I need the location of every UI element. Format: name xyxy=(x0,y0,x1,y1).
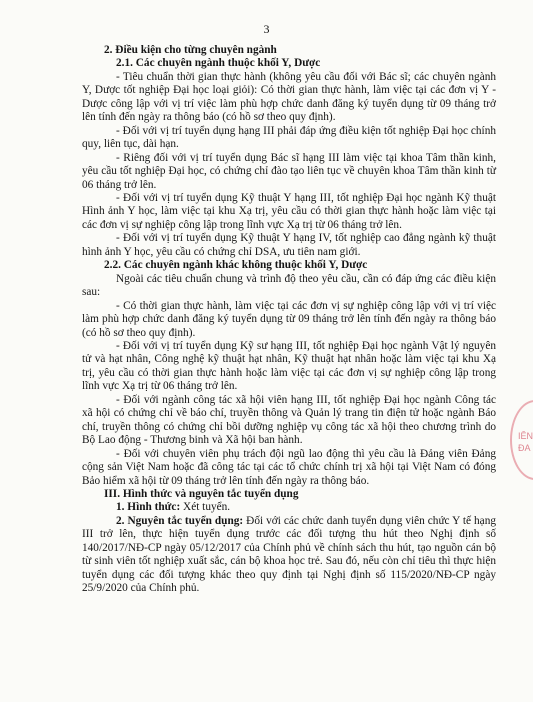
bold-label: 2. Nguyên tắc tuyển dụng: xyxy=(116,514,244,527)
paragraph: - Đối với vị trí tuyển dụng Kỹ thuật Y hạng III, tốt nghiệp Đại học ngành Kỹ thuật Hình ảnh Y học, làm việc tại khu Xạ trị, yêu cầu có thời gian thực hành hoặc làm việc tại các đơn vị sự nghiệp công lập trong lĩnh vực Xạ trị từ 06 tháng trở lên. xyxy=(82,191,496,231)
red-stamp xyxy=(510,400,533,480)
document-body xyxy=(82,44,496,596)
stamp-text: IÊN xyxy=(518,431,533,441)
bold-label: 1. Hình thức: xyxy=(116,501,181,514)
paragraph: - Đối với vị trí tuyển dụng Kỹ sư hạng III, tốt nghiệp Đại học ngành Vật lý nguyên tử và hạt nhân, Công nghệ kỹ thuật hạt nhân, Kỹ thuật hạt nhân hoặc làm việc tại khu Xạ trị, yêu cầu có thời gian thực hành hoặc làm việc tại các đơn vị sự nghiệp công lập trong lĩnh vực Xạ trị từ 06 tháng trở lên. xyxy=(82,339,496,393)
paragraph: Ngoài các tiêu chuẩn chung và trình độ theo yêu cầu, cần có đáp ứng các điều kiện sau: xyxy=(82,272,496,299)
paragraph: - Có thời gian thực hành, làm việc tại các đơn vị sự nghiệp công lập với vị trí việc làm phù hợp chức danh đăng ký tuyển dụng từ 09 tháng trở lên tính đến ngày ra thông báo (có hồ sơ theo quy định). xyxy=(82,299,496,339)
page-number: 3 xyxy=(263,22,270,36)
stamp-text: ĐA xyxy=(518,443,531,453)
paragraph: - Đối với vị trí tuyển dụng hạng III phải đáp ứng điều kiện tốt nghiệp Đại học chính quy, liên tục, dài hạn. xyxy=(82,124,496,151)
paragraph-principle xyxy=(82,515,496,596)
paragraph: - Đối với vị trí tuyển dụng Kỹ thuật Y hạng IV, tốt nghiệp cao đẳng ngành kỹ thuật hình ảnh Y học, yêu cầu có chứng chỉ DSA, ưu tiên nam giới. xyxy=(82,232,496,258)
paragraph-text: Đối với các chức danh tuyển dụng viên chức Y tế hạng III trở lên, thực hiện tuyển dụng trước các đối tượng thu hút theo Nghị định số 140/2017/NĐ-CP ngày 05/12/2017 của Chính phủ về chính sách thu hút, tạo nguồn cán bộ từ sinh viên tốt nghiệp xuất sắc, cán bộ khoa học trẻ. Sau đó, nếu còn chỉ tiêu thì thực hiện tuyển dụng các đối tượng khác theo quy định tại Nghị định số 115/2020/NĐ-CP ngày 25/9/2020 của Chính phủ. xyxy=(82,514,496,595)
subsection-heading-non-medical: 2.2. Các chuyên ngành khác không thuộc khối Y, Dược xyxy=(104,259,368,272)
section-heading-recruitment: III. Hình thức và nguyên tắc tuyển dụng xyxy=(104,487,299,500)
paragraph: - Đối với chuyên viên phụ trách đội ngũ lao động thì yêu cầu là Đảng viên Đảng cộng sản Việt Nam hoặc đã công tác tại các tổ chức chính trị xã hội tại Việt Nam có đóng Bảo hiểm xã hội từ 09 tháng trở lên tính đến ngày ra thông báo. xyxy=(82,447,496,487)
paragraph-form xyxy=(82,501,496,514)
subsection-heading-medical: 2.1. Các chuyên ngành thuộc khối Y, Dược xyxy=(116,57,321,70)
paragraph: - Tiêu chuẩn thời gian thực hành (không yêu cầu đối với Bác sĩ; các chuyên ngành Y, Dược tốt nghiệp Đại học loại giỏi): Có thời gian thực hành, làm việc tại các đơn vị Y - Dược công lập với vị trí việc làm phù hợp chức danh đăng ký tuyển dụng từ 09 tháng trở lên tính đến ngày ra thông báo (có hồ sơ theo quy định). xyxy=(82,70,496,124)
paragraph-text: Xét tuyển. xyxy=(180,501,231,514)
paragraph: - Riêng đối với vị trí tuyển dụng Bác sĩ hạng III làm việc tại khoa Tâm thần kinh, yêu cầu tốt nghiệp Đại học, có chứng chỉ đào tạo liên tục về chuyên khoa Tâm thần kinh từ 06 tháng trở lên. xyxy=(82,151,496,191)
section-heading-conditions: 2. Điều kiện cho từng chuyên ngành xyxy=(104,44,277,56)
paragraph: - Đối với ngành công tác xã hội viên hạng III, tốt nghiệp Đại học ngành Công tác xã hội có chứng chỉ về báo chí, truyền thông và Quản lý trang tin điện tử hoặc ngành Báo chí, truyền thông có chứng chỉ bồi dưỡng nghiệp vụ công tác xã hội theo chương trình do Bộ Lao động - Thương binh và Xã hội ban hành. xyxy=(82,393,496,447)
